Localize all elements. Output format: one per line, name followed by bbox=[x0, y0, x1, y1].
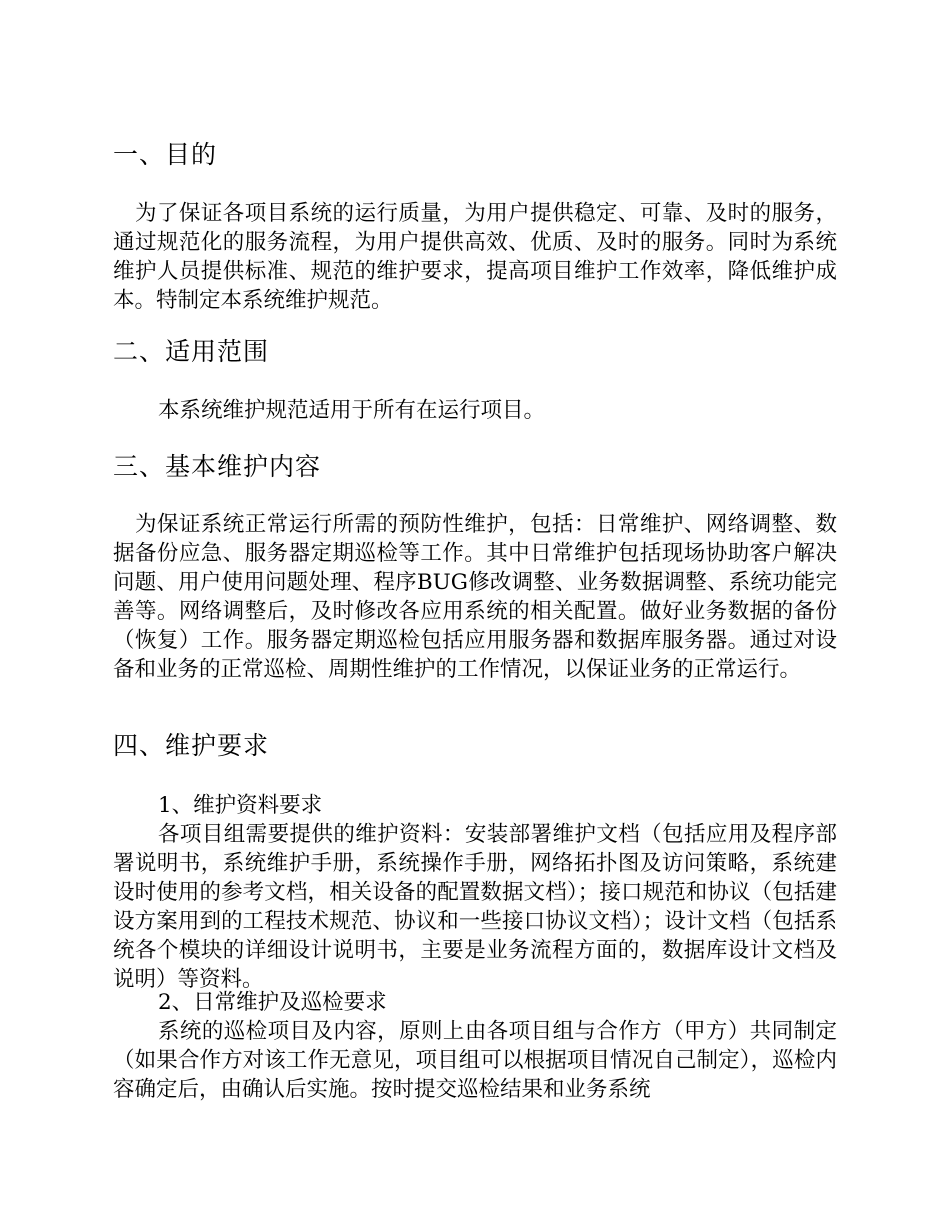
section-heading-purpose: 一、目的 bbox=[113, 140, 218, 169]
section-heading-requirements: 四、维护要求 bbox=[113, 731, 270, 760]
section-heading-basic-maintenance: 三、基本维护内容 bbox=[113, 452, 322, 481]
section-heading-scope: 二、适用范围 bbox=[113, 337, 270, 366]
paragraph-scope: 本系统维护规范适用于所有在运行项目。 bbox=[158, 398, 546, 423]
subsection-title-docs: 1、维护资料要求 bbox=[158, 793, 323, 818]
subsection-title-inspection: 2、日常维护及巡检要求 bbox=[158, 990, 387, 1015]
paragraph-docs: 各项目组需要提供的维护资料：安装部署维护文档（包括应用及程序部署说明书，系统维护手册，系统操作手册，网络拓扑图及访问策略，系统建设时使用的参考文档，相关设备的配置数据文档）；接口规范和协议（包括建设方案用到的工程技术规范、协议和一些接口协议文档）；设计文档（包括系统各个模块的详细设计说明书，主要是业务流程方面的，数据库设计文档及说明）等资料。 bbox=[113, 822, 837, 992]
paragraph-inspection: 系统的巡检项目及内容，原则上由各项目组与合作方（甲方）共同制定（如果合作方对该工作无意见，项目组可以根据项目情况自己制定），巡检内容确定后，由确认后实施。按时提交巡检结果和业务系统 bbox=[113, 1019, 837, 1102]
paragraph-basic-maintenance: 为保证系统正常运行所需的预防性维护，包括：日常维护、网络调整、数据备份应急、服务器定期巡检等工作。其中日常维护包括现场协助客户解决问题、用户使用问题处理、程序BUG修改调整、业务数据调整、系统功能完善等。网络调整后，及时修改各应用系统的相关配置。做好业务数据的备份（恢复）工作。服务器定期巡检包括应用服务器和数据库服务器。通过对设备和业务的正常巡检、周期性维护的工作情况，以保证业务的正常运行。 bbox=[113, 512, 837, 682]
paragraph-purpose: 为了保证各项目系统的运行质量，为用户提供稳定、可靠、及时的服务，通过规范化的服务流程，为用户提供高效、优质、及时的服务。同时为系统维护人员提供标准、规范的维护要求，提高项目维护工作效率，降低维护成本。特制定本系统维护规范。 bbox=[113, 201, 837, 313]
